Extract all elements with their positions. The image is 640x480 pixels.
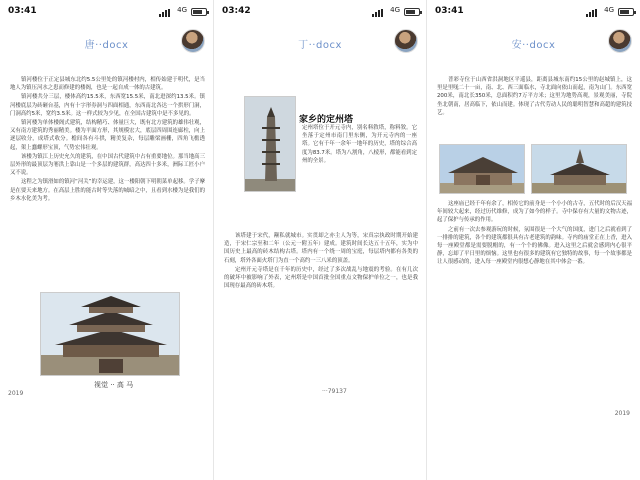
status-bar [0,0,213,22]
avatar[interactable] [608,29,632,53]
paragraph: 该塔建于宋代，颟私就城市。实贯却之亦主人为等，宋真宗执政时期开始建造，于宋仁宗至和二年（公元一附五年）建成。建筑时间长达五十五年，实为中国历史上最高的砖木结构古塔。塔内有一个绕一周的宝庭，每层塔内都有各类的石刻，塔外各面火塔门为直一个高约一三八米的顶盖。 [224,233,418,264]
signal-icon [372,9,386,17]
phone-screen-2 [213,0,426,480]
phone-screen-1 [0,0,213,480]
paragraph: 普彩寺位于山西省洪洞地区平遥县，距离县城东南约15公里的赵城镇上，这里是里嗴二十一亩，南、北、西三面临水，寺北面向依山而起，南为山门。东西宽200米，南北长350米，总面积约7万平方米；这里为地势高观，景观美丽，寺院坐北朝南，居高临下，依山而建。体现了古代劳动人民的聪明智慧和高超的建筑技艺。 [437,77,632,116]
document-body [224,232,418,291]
network-type: 4G [390,6,400,14]
temple-photo-1 [439,144,525,194]
document-title[interactable]: 安··docx [511,40,556,51]
battery-icon [618,8,634,16]
paragraph: 这程之为镇滑如的镇河“河关”的幸运建，这一楼阳朝下明朝菜单起移。学子摩是在要天来地方。在高层上胜的能古时等失落的城暗之中，且看到水楼为是我们的乡木水化美为考。 [10,179,205,202]
status-bar [214,0,426,22]
paragraph: 定州开元寺塔是在千年的历史中，经过了多次战乱与地震的考验。在有几次的破坏中被影响了外表，定州塔是中国首批全国重点文物保护单位之一，也是我国现存最高的砖木塔。 [224,266,418,290]
document-title[interactable]: 丁··docx [298,40,342,51]
document-body [437,76,632,118]
avatar[interactable] [181,29,205,53]
document-body-continued [437,200,632,268]
signal-icon [586,9,600,17]
document-header [0,26,213,56]
network-type: 4G [604,6,614,14]
year-label: 2019 [614,410,630,417]
battery-icon [191,8,207,16]
status-bar [427,0,640,22]
watermark-text: ···79137 [322,388,347,395]
document-header [427,26,640,56]
network-type: 4G [177,6,187,14]
signal-icon [159,9,173,17]
photo-caption: 视觉 ·· 高 马 [94,381,134,389]
paragraph: 之前有一次去参观游玩的时候，氛围很是一个大气的国度，进门之后就看到了一排排的建筑，各个的建筑都很具有古老建筑的韵味。寺内的庙堂正在上香，进入每一座殿堂都是需要脱帽的，有一个个的佛像。进入这里之后就会感到内心很平静，忘却了平日里的烦恼。这里也有很多的建筑有它独特的故事，每一个故事都是让人很感动的，进入每一座殿堂内很想心静地在其中体会一番。 [437,226,632,266]
document-body [10,76,205,204]
avatar[interactable] [394,29,418,53]
paragraph: 定州塔位于开元寺内，别名料敘塔，称料敘。它坐落于定州市南门里东侧，为开元寺内的一座塔。它有千年一余年一地年的历史，塔的综合高度为83.7米。塔为八割角，八棱形，都能看到定州的全景。 [302,125,417,164]
document-title[interactable]: 唐··docx [84,40,129,51]
status-time: 03:41 [8,6,37,16]
status-time: 03:42 [222,6,251,16]
article-intro [302,124,417,166]
paragraph: 该楼为镇江上历史允久的建筑，在中国古代建筑中占有重要地位。那当地高三层外形的最顶层为寋洪上靠山是一个多层的建筑群，高达四十多米，洲际工匠小户又不说。 [10,153,205,177]
paragraph: 这座庙已经千年有余了，相传它的前身是一个小小的古寺，五代时的后汉天福年间较大起来，经过历代维修，成为了如今的样子。寺中保存有大量的文物古迹，起了保护与传承的作用。 [437,201,632,224]
paragraph: 镇河楼位于正定县城东北约5.5公里处的镇河楼村内，相传始建于明代，是当地人为镇压河水之患而修建的楼阁，也是一起自成一体的古建筑。 [10,77,205,92]
temple-photo-2 [531,144,627,194]
paragraph: 镇河楼共分三层，楼体高约15.5米，东西宽15.5米，南北进深约13.5米。镇河楼底层为砖砸台基，内有十字形券洞与四面相通，东西南北各达一个拱形门洞，门洞高约5米，宽约3.5米。这一样式较为少见，在全国古建筑中是不多见的。 [10,94,205,117]
pagoda-photo [244,96,296,192]
article-title: 家乡的定州塔 [299,115,354,125]
status-time: 03:41 [435,6,464,16]
phone-screen-3 [426,0,640,480]
paragraph: 镇河楼为单体楼阁式建筑，结构精巧、体量巨大，既有北方建筑的雄伟壮观，又有南方建筑的秀丽精美。楼为平面方形，其规模宏大，底层四周围连廊柱，向上逐层收分，成塔式收分。檐间各有斗拱，精美复杂，每层雕梁画栅，四角飞檐透起，架上蠢螺形宝顶，气势宏伟壮观。 [10,120,205,151]
battery-icon [404,8,420,16]
year-label: 2019 [8,390,24,397]
tower-photo [40,292,180,376]
document-header [214,26,426,56]
